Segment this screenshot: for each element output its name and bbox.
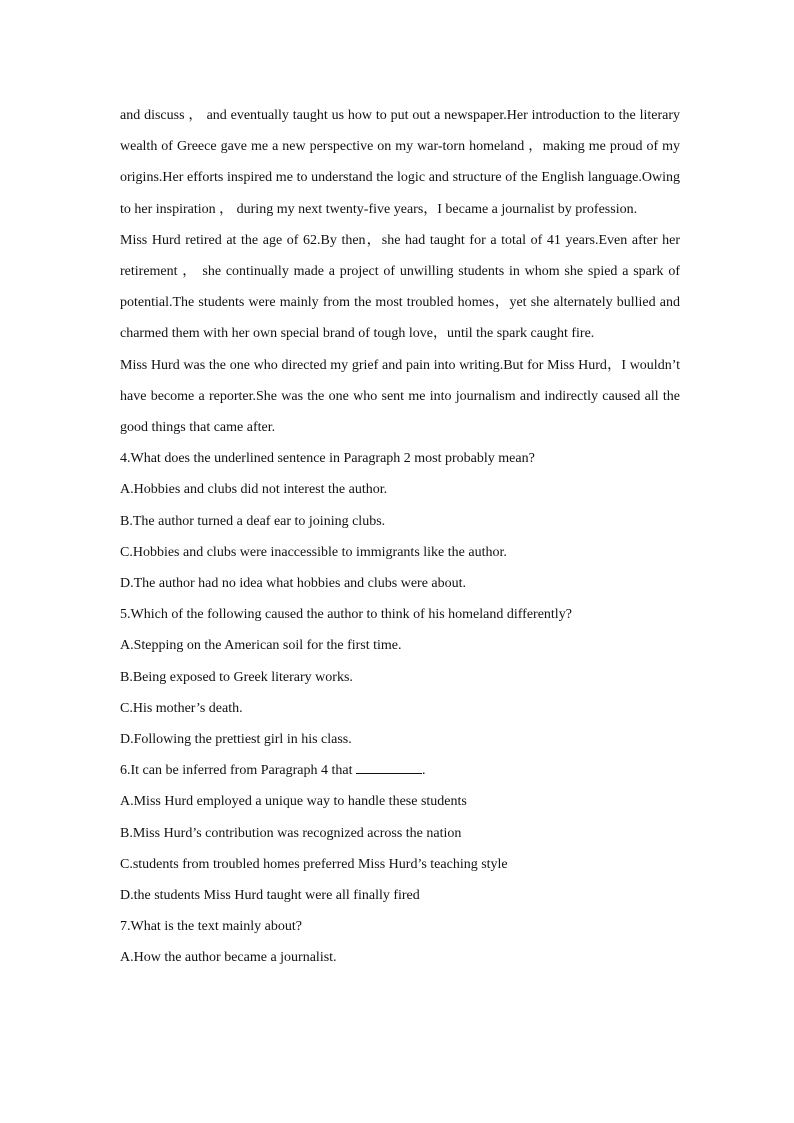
option-b: B.Being exposed to Greek literary works.: [120, 669, 353, 685]
option-c: C.students from troubled homes preferred Miss Hurd’s teaching style: [120, 856, 508, 872]
option-b: B.The author turned a deaf ear to joining clubs.: [120, 513, 386, 529]
question-stem-end: .: [421, 763, 426, 779]
passage-paragraph-1: and discuss ， and eventually taught us how to put out a newspaper.Her introduction to the literary wealth of Greece gave me a new perspective on my war-torn homeland ，making me proud of my origins.Her efforts inspired me to understand the logic and structure of the English language.Owing to her inspiration ， during my next twenty-five years，I became a journalist by profession.: [120, 108, 680, 217]
option-d: D.Following the prettiest girl in his class.: [120, 732, 352, 748]
option-d: D.The author had no idea what hobbies and clubs were about.: [120, 576, 467, 592]
question-5: [120, 599, 680, 755]
passage-paragraph-3: Miss Hurd was the one who directed my grief and pain into writing.But for Miss Hurd，I wouldn’t have become a reporter.She was the one who sent me into journalism and indirectly caused all the good things that came after.: [120, 357, 680, 436]
question-stem: [120, 755, 680, 786]
option-d: D.the students Miss Hurd taught were all finally fired: [120, 888, 420, 904]
option-b: B.Miss Hurd’s contribution was recognized across the nation: [120, 825, 462, 841]
question-stem: 7.What is the text mainly about?: [120, 919, 302, 935]
question-4: [120, 443, 680, 599]
question-stem: 4.What does the underlined sentence in Paragraph 2 most probably mean?: [120, 451, 535, 467]
question-stem: 5.Which of the following caused the author to think of his homeland differently?: [120, 607, 572, 623]
document-page: [120, 100, 680, 974]
question-6: [120, 755, 680, 911]
option-a: A.Stepping on the American soil for the first time.: [120, 638, 402, 654]
option-c: C.Hobbies and clubs were inaccessible to immigrants like the author.: [120, 544, 507, 560]
question-7: [120, 911, 680, 973]
option-a: A.How the author became a journalist.: [120, 950, 337, 966]
question-stem-text: 6.It can be inferred from Paragraph 4 that: [120, 763, 353, 779]
passage-paragraph-2: Miss Hurd retired at the age of 62.By then，she had taught for a total of 41 years.Even after her retirement ， she continually made a project of unwilling students in whom she spied a spark of potential.The students were mainly from the most troubled homes，yet she alternately bullied and charmed them with her own special brand of tough love，until the spark caught fire.: [120, 232, 680, 342]
answer-blank: [356, 761, 422, 774]
option-a: A.Miss Hurd employed a unique way to handle these students: [120, 794, 467, 810]
option-a: A.Hobbies and clubs did not interest the author.: [120, 482, 388, 498]
option-c: C.His mother’s death.: [120, 700, 243, 716]
